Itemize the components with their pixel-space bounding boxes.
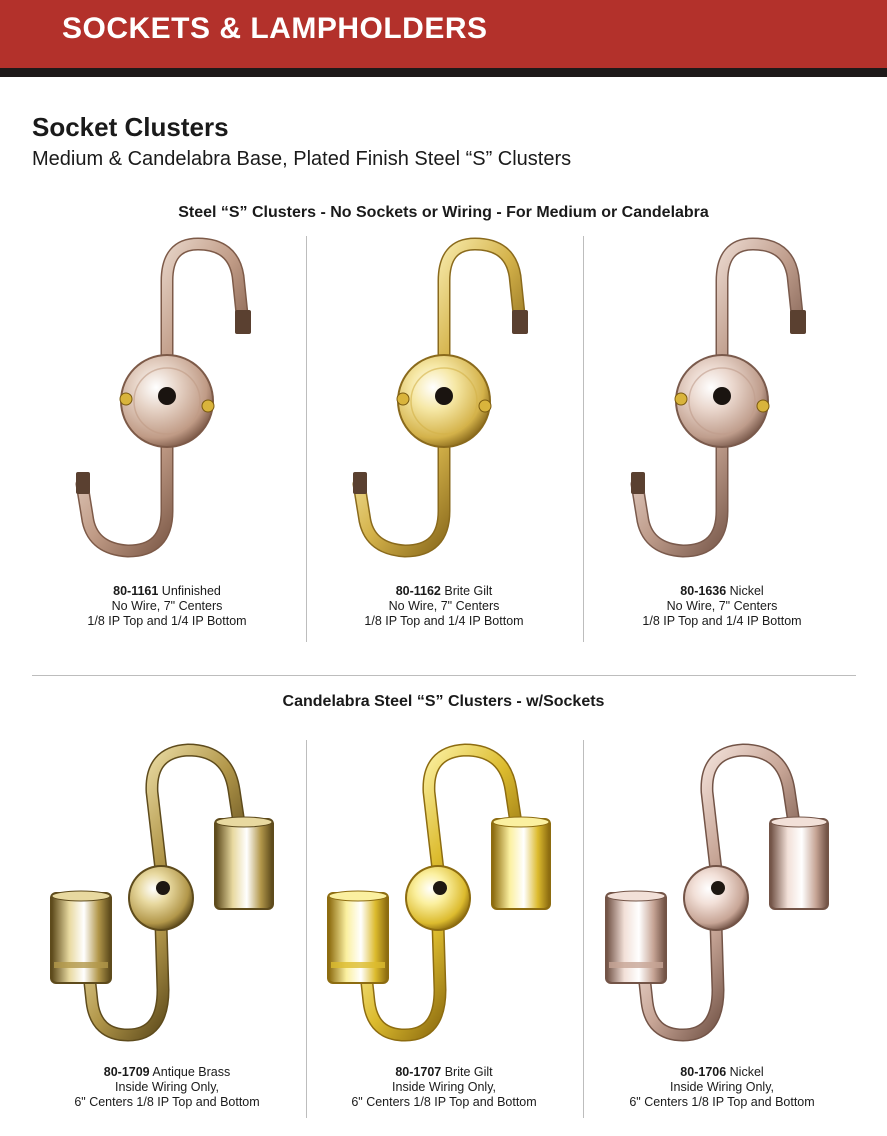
s-cluster-socket-icon (305, 740, 583, 1060)
product-card (583, 740, 861, 1109)
product-finish: Nickel (729, 584, 764, 598)
product-finish: Nickel (729, 1065, 764, 1079)
section-heading-no-sockets: Steel “S” Clusters - No Sockets or Wiring - For Medium or Candelabra (178, 204, 709, 221)
s-cluster-hook-icon (28, 236, 306, 576)
product-spec-wiring: Inside Wiring Only, (392, 1080, 496, 1094)
product-sku: 80-1636 (680, 584, 727, 598)
section-heading-with-sockets: Candelabra Steel “S” Clusters - w/Sockets (282, 693, 605, 710)
product-caption (28, 1065, 306, 1110)
product-spec-wiring: No Wire, 7" Centers (111, 599, 223, 613)
header-banner (0, 0, 887, 68)
banner-title: SOCKETS & LAMPHOLDERS (62, 12, 488, 45)
product-finish: Antique Brass (152, 1065, 231, 1079)
product-caption (28, 584, 306, 629)
product-card (305, 236, 583, 628)
section-divider (32, 675, 856, 676)
product-spec-threads: 6" Centers 1/8 IP Top and Bottom (629, 1095, 815, 1109)
s-cluster-socket-icon (28, 740, 306, 1060)
product-card (28, 740, 306, 1109)
product-spec-threads: 1/8 IP Top and 1/4 IP Bottom (642, 614, 802, 628)
page-subtitle: Medium & Candelabra Base, Plated Finish Steel “S” Clusters (32, 148, 572, 170)
s-cluster-socket-icon (583, 740, 861, 1060)
product-spec-threads: 6" Centers 1/8 IP Top and Bottom (74, 1095, 260, 1109)
s-cluster-hook-icon (305, 236, 583, 576)
product-finish: Brite Gilt (444, 584, 493, 598)
product-sku: 80-1706 (680, 1065, 727, 1079)
product-sku: 80-1162 (395, 584, 441, 598)
product-spec-threads: 6" Centers 1/8 IP Top and Bottom (351, 1095, 537, 1109)
product-sku: 80-1161 (113, 584, 159, 598)
product-spec-threads: 1/8 IP Top and 1/4 IP Bottom (364, 614, 524, 628)
product-finish: Unfinished (161, 584, 221, 598)
product-spec-threads: 1/8 IP Top and 1/4 IP Bottom (87, 614, 247, 628)
product-finish: Brite Gilt (444, 1065, 493, 1079)
page-title: Socket Clusters (32, 112, 229, 142)
product-caption (305, 584, 583, 629)
product-caption (305, 1065, 583, 1110)
s-cluster-hook-icon (583, 236, 861, 576)
product-card (583, 236, 861, 628)
product-caption (583, 584, 861, 629)
banner-rule (0, 68, 887, 77)
product-card (28, 236, 306, 628)
product-spec-wiring: No Wire, 7" Centers (388, 599, 500, 613)
product-spec-wiring: Inside Wiring Only, (115, 1080, 219, 1094)
product-spec-wiring: Inside Wiring Only, (670, 1080, 774, 1094)
product-spec-wiring: No Wire, 7" Centers (666, 599, 778, 613)
product-sku: 80-1707 (395, 1065, 442, 1079)
product-caption (583, 1065, 861, 1110)
product-card (305, 740, 583, 1109)
product-sku: 80-1709 (103, 1065, 150, 1079)
